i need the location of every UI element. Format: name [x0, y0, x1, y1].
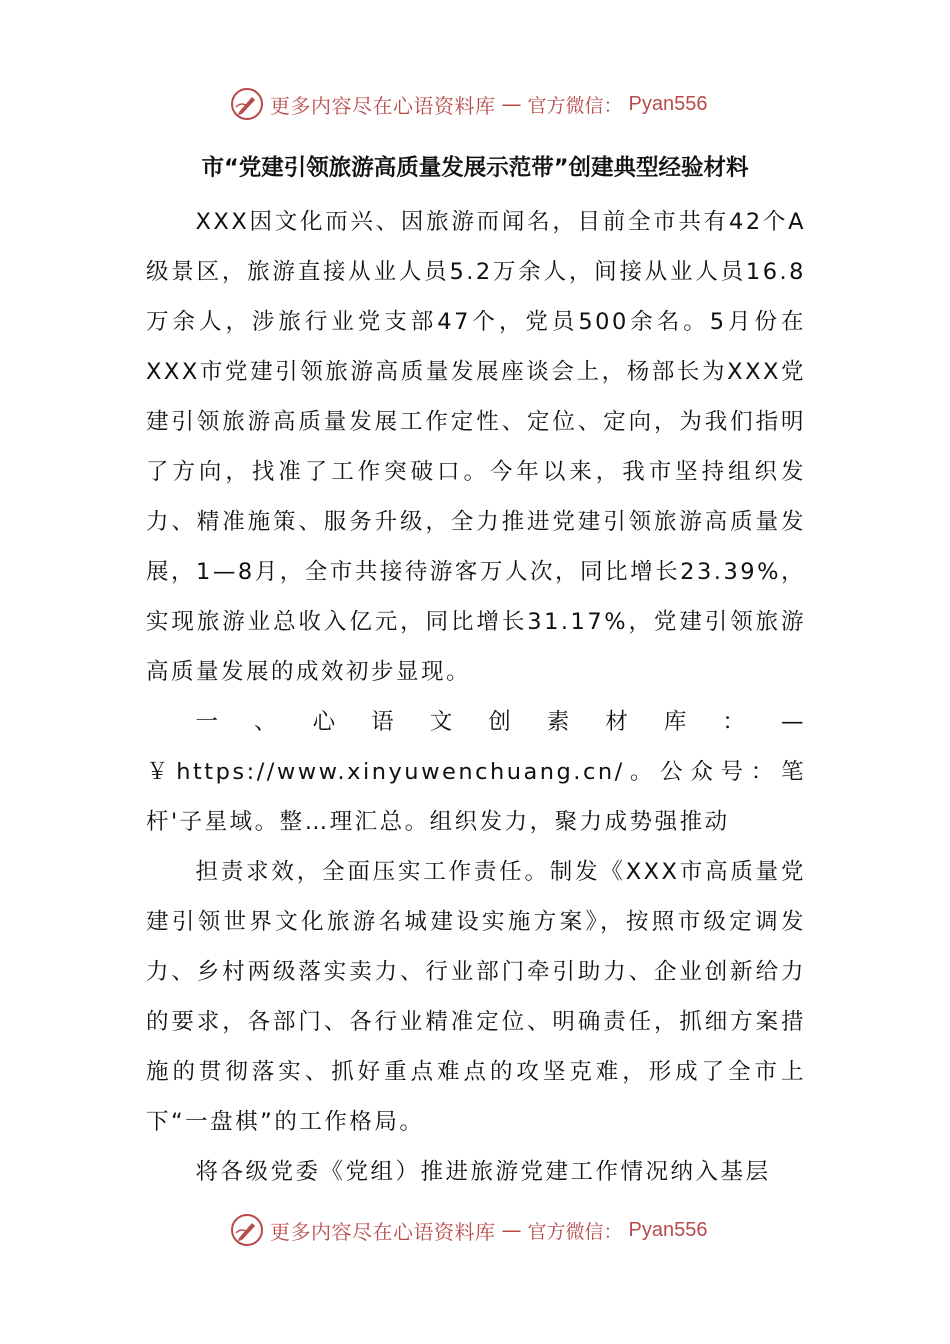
- banner-text: 更多内容尽在心语资料库: [270, 93, 496, 118]
- paragraph: 一、心语文创素材库：—￥https://www.xinyuwenchuang.cn/。公众号：笔杆'子星域。整…理汇总。组织发力，聚力成势强推动: [146, 709, 806, 835]
- footer-watermark-banner: [230, 1208, 750, 1252]
- paragraph: 将各级党委《党组）推进旅游党建工作情况纳入基层: [195, 1159, 771, 1185]
- paragraph: 担责求效，全面压实工作责任。制发《XXX市高质量党建引领世界文化旅游名城建设实施方案》，按照市级定调发力、乡村两级落实卖力、行业部门牵引助力、企业创新给力的要求，各部门、各行业精准定位、明确责任，抓细方案措施的贯彻落实、抓好重点难点的攻坚克难，形成了全市上下“一盘棋”的工作格局。: [146, 859, 806, 1135]
- banner-wechat-label: 官方微信：: [527, 1220, 623, 1243]
- document-body: [146, 197, 806, 1197]
- paragraph: XXX因文化而兴、因旅游而闻名，目前全市共有42个A级景区，旅游直接从业人员5.2万余人，间接从业人员16.8万余人，涉旅行业党支部47个，党员500余名。5月份在XXX市党建引领旅游高质量发展座谈会上，杨部长为XXX党建引领旅游高质量发展工作定性、定位、定向，为我们指明了方向，找准了工作突破口。今年以来，我市坚持组织发力、精准施策、服务升级，全力推进党建引领旅游高质量发展，1—8月，全市共接待游客万人次，同比增长23.39%，实现旅游业总收入亿元，同比增长31.17%，党建引领旅游高质量发展的成效初步显现。: [146, 209, 806, 685]
- pen-logo-icon: [230, 1213, 264, 1247]
- banner-dash: —: [501, 1218, 522, 1242]
- header-watermark-banner: [230, 82, 750, 126]
- pen-logo-icon: [230, 87, 264, 121]
- document-title: 市“党建引领旅游高质量发展示范带”创建典型经验材料: [201, 155, 749, 181]
- banner-wechat-id: Pyan556: [628, 92, 708, 115]
- banner-wechat-id: Pyan556: [628, 1218, 708, 1241]
- banner-dash: —: [501, 92, 522, 116]
- banner-wechat-label: 官方微信：: [527, 94, 623, 117]
- banner-text: 更多内容尽在心语资料库: [270, 1219, 496, 1244]
